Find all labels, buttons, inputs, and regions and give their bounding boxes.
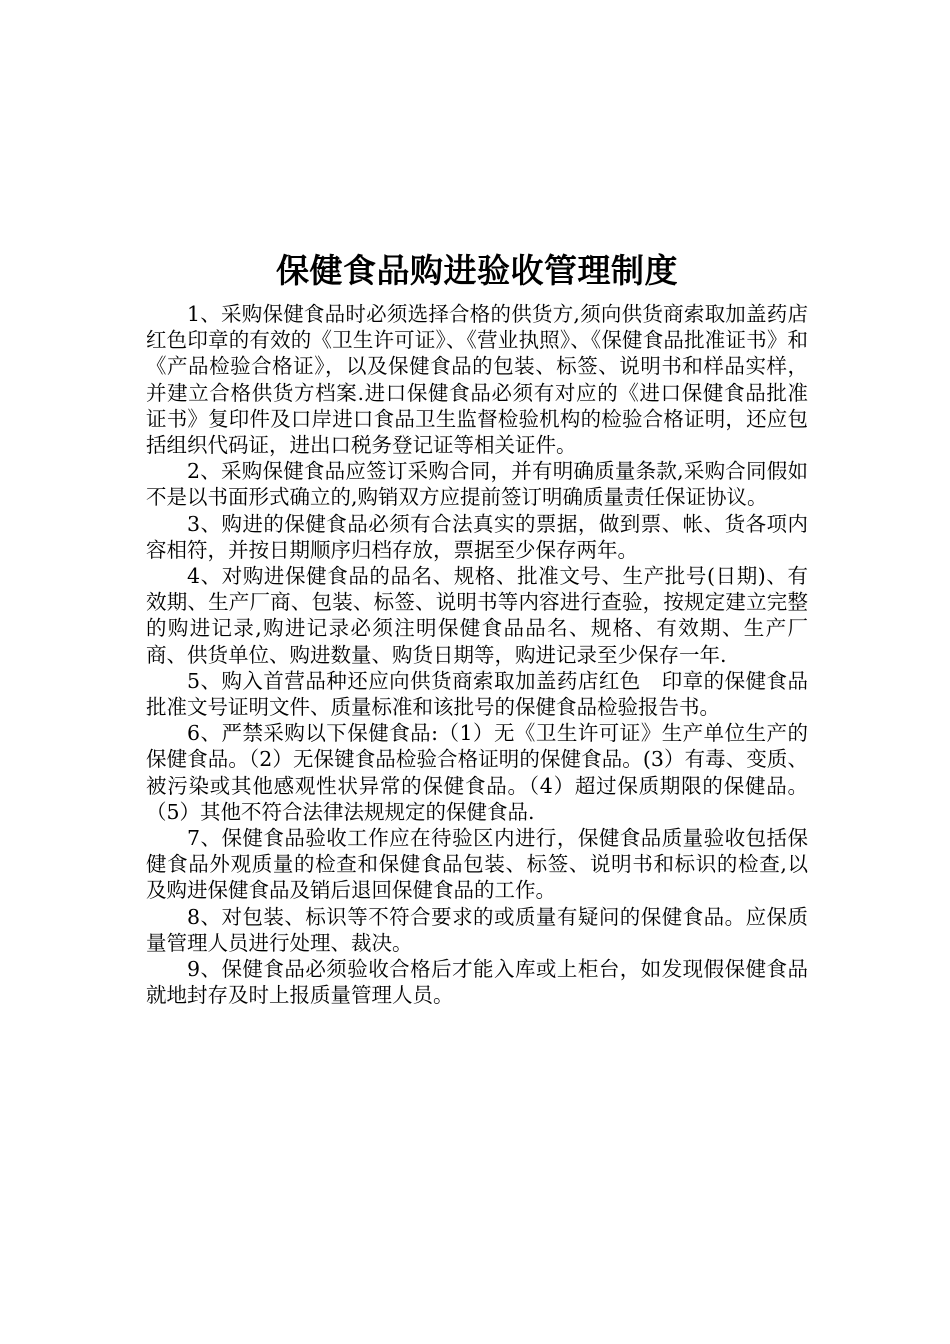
paragraph-2: 2、采购保健食品应签订采购合同，并有明确质量条款,采购合同假如不是以书面形式确立的,购销双方应提前签订明确质量责任保证协议。 [146,459,808,510]
paragraph-1: 1、采购保健食品时必须选择合格的供货方,须向供货商索取加盖药店红色印章的有效的《卫生许可证》、《营业执照》、《保健食品批准证书》和《产品检验合格证》，以及保健食品的包装、标签、说明书和样品实样，并建立合格供货方档案.进口保健食品必须有对应的《进口保健食品批准证书》复印件及口岸进口食品卫生监督检验机构的检验合格证明，还应包括组织代码证，进出口税务登记证等相关证件。 [146,302,808,458]
paragraph-9: 9、保健食品必须验收合格后才能入库或上柜台，如发现假保健食品就地封存及时上报质量管理人员。 [146,957,808,1008]
paragraph-4: 4、对购进保健食品的品名、规格、批准文号、生产批号(日期)、有效期、生产厂商、包装、标签、说明书等内容进行查验，按规定建立完整的购进记录,购进记录必须注明保健食品品名、规格、有效期、生产厂商、供货单位、购进数量、购货日期等，购进记录至少保存一年. [146,564,808,667]
paragraph-3: 3、购进的保健食品必须有合法真实的票据，做到票、帐、货各项内容相符，并按日期顺序归档存放，票据至少保存两年。 [146,511,808,562]
document-title: 保健食品购进验收管理制度 [276,251,678,290]
paragraph-8: 8、对包装、标识等不符合要求的或质量有疑问的保健食品。应保质量管理人员进行处理、裁决。 [146,904,808,955]
paragraph-6: 6、严禁采购以下保健食品:（1）无《卫生许可证》生产单位生产的保健食品。（2）无保键食品检验合格证明的保健食品。(3）有毒、变质、被污染或其他感观性状异常的保健食品。（4）超过保质期限的保健品。（5）其他不符合法律法规规定的保健食品. [146,721,808,824]
document-body [146,247,808,1008]
paragraph-5: 5、购入首营品种还应向供货商索取加盖药店红色 印章的保健食品批准文号证明文件、质量标准和该批号的保健食品检验报告书。 [146,668,808,720]
paragraph-7: 7、保健食品验收工作应在待验区内进行，保健食品质量验收包括保健食品外观质量的检查和保健食品包装、标签、说明书和标识的检查,以及购进保健食品及销后退回保健食品的工作。 [146,826,808,903]
